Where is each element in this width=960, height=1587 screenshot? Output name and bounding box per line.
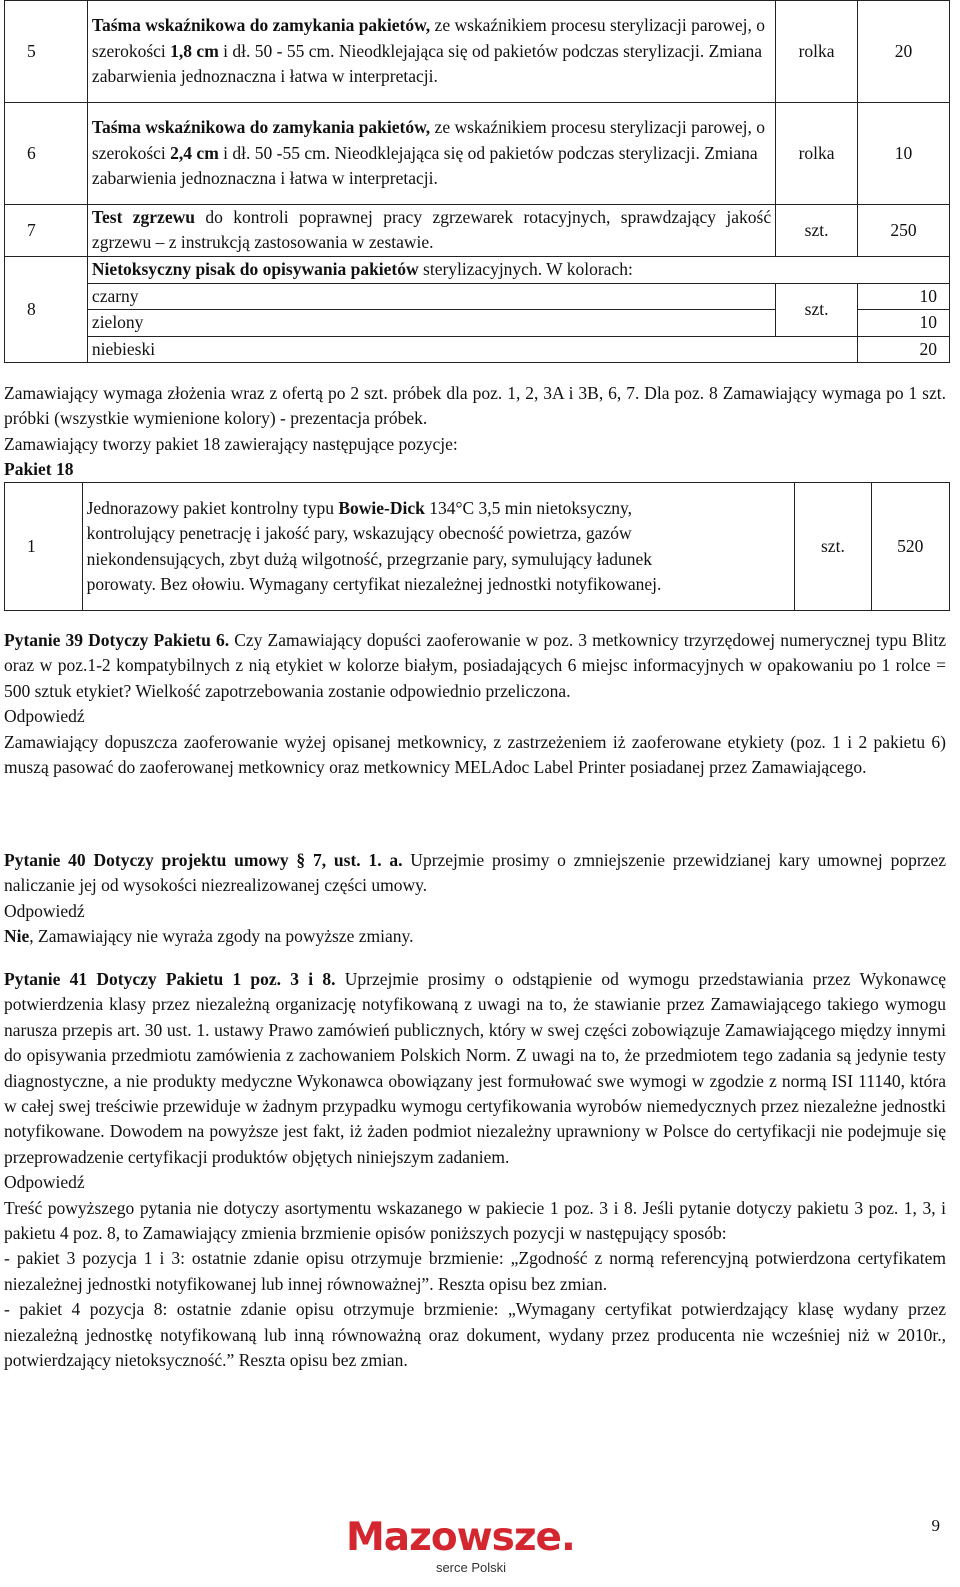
question-heading: Pytanie 39 Dotyczy Pakietu 6. — [4, 630, 230, 650]
notes-pakiet-intro: Zamawiający tworzy pakiet 18 zawierający następujące pozycje: — [4, 433, 458, 454]
table-row — [5, 103, 950, 205]
color-name: czarny — [87, 283, 775, 309]
question-heading: Pytanie 41 Dotyczy Pakietu 1 poz. 3 i 8. — [4, 969, 336, 989]
item-description: Jednorazowy pakiet kontrolny typu Bowie-Dick 134°C 3,5 min nietoksyczny, kontrolujący penetrację i jakość pary, wskazujący obecność powietrza, gazów niekondensujących, zbyt dużą wilgotność, przegrzanie pary, symulujący ładunek porowaty. Bez ołowiu. Wymagany certyfikat niezależnej jednostki notyfikowanej. — [82, 483, 795, 611]
answer-text: - pakiet 3 pozycja 1 i 3: ostatnie zdanie opisu otrzymuje brzmienie: „Zgodność z normą referencyjną potwierdzona certyfikatem niezależnej jednostki notyfikowanej lub innej równoważnej”. Reszta opisu bez zmian. — [4, 1248, 946, 1294]
answer-label: Odpowiedź — [4, 900, 85, 921]
item-description: Taśma wskaźnikowa do zamykania pakietów, ze wskaźnikiem procesu sterylizacji parowej, o szerokości 2,4 cm i dł. 50 -55 cm. Nieodklejająca się od pakietów podczas sterylizacji. Zmiana zabarwienia jednoznaczna i łatwa w interpretacji. — [87, 103, 775, 205]
answer-label: Odpowiedź — [4, 1172, 85, 1193]
item-unit: szt. — [795, 483, 871, 611]
answer-text: Zamawiający dopuszcza zaoferowanie wyżej opisanej metkownicy, z zastrzeżeniem iż zaoferowane etykiety (poz. 1 i 2 pakietu 6) muszą pasować do zaoferowanej metkownicy oraz metkownicy MELAdoc Label Printer posiadanej przez Zamawiającego. — [4, 731, 946, 778]
question-41 — [4, 967, 946, 1374]
row-number: 6 — [5, 103, 88, 205]
table-row — [5, 205, 950, 257]
items-table — [4, 0, 950, 363]
question-39 — [4, 628, 946, 780]
pakiet-18-table — [4, 482, 950, 611]
answer-text: Treść powyższego pytania nie dotyczy asortymentu wskazanego w pakiecie 1 poz. 3 i 8. Jeśli pytanie dotyczy pakietu 3 poz. 1, 3, i pakietu 4 poz. 8, to Zamawiający zmienia brzmienie opisów poniższych pozycji w następujący sposób: — [4, 1197, 946, 1244]
item-quantity: 10 — [858, 103, 950, 205]
item-unit: rolka — [776, 1, 858, 103]
item-unit: rolka — [776, 103, 858, 205]
question-text: Czy Zamawiający dopuści zaoferowanie w poz. 3 metkownicy trzyrzędowej numerycznej typu Blitz oraz w poz.1-2 kompatybilnych z nią etykiet w kolorze białym, posiadających 6 miejsc informacyjnych w opakowaniu po 1 rolce = 500 sztuk etykiet? Wielkość zapotrzebowania zostanie odpowiednio przeliczona. — [4, 630, 946, 701]
item-quantity: 20 — [858, 1, 950, 103]
row-number: 1 — [5, 483, 83, 611]
item-description: Test zgrzewu do kontroli poprawnej pracy zgrzewarek rotacyjnych, sprawdzający jakość zgrzewu – z instrukcją zastosowania w zestawie. — [87, 205, 775, 257]
question-heading: Pytanie 40 Dotyczy projektu umowy § 7, ust. 1. a. — [4, 850, 403, 870]
notes-block — [4, 381, 946, 483]
table-row — [5, 256, 950, 283]
item-quantity: 10 — [858, 310, 950, 336]
item-quantity: 20 — [858, 336, 950, 362]
pakiet-title: Pakiet 18 — [4, 459, 74, 480]
question-text: Uprzejmie prosimy o zmniejszenie przewidzianej kary umownej poprzez naliczanie jej od wysokości niezrealizowanej części umowy. — [4, 850, 946, 896]
notes-samples: Zamawiający wymaga złożenia wraz z ofertą po 2 szt. próbek dla poz. 1, 2, 3A i 3B, 6, 7. Dla poz. 8 Zamawiający wymaga po 1 szt. próbki (wszystkie wymienione kolory) - prezentacja próbek. — [4, 383, 946, 429]
question-text: Uprzejmie prosimy o odstąpienie od wymogu przedstawiania przez Wykonawcę potwierdzenia klasy przez niezależną organizację notyfikowaną z uwagi na to, że stawianie przez Zamawiającego takiego wymogu narusza przepis art. 30 ust. 1. ustawy Prawo zamówień publicznych, który w swej części zobowiązuje Zamawiającego między innymi do opisywania przedmiotu zamówienia z zachowaniem Polskich Norm. Z uwagi na to, że przedmiotem tego zadania są jedynie testy diagnostyczne, a nie produkty medyczne Wykonawca obowiązany jest formułować swe wymogi w zgodzie z normą ISI 11140, która w całej swej treściwie przewiduje w żadnym przypadku wymogu certyfikowania wyrobów niemedycznych przez niezależne jednostki notyfikowane. Dowodem na powyższe jest fakt, iż żaden podmiot niezależny uprawniony w Polsce do certyfikacji nie podejmuje się przeprowadzenie certyfikacji produktów objętych niniejszym zadaniem. — [4, 969, 946, 1167]
color-name: zielony — [87, 310, 775, 336]
logo-tagline: serce Polski — [435, 1560, 507, 1575]
item-unit: szt. — [776, 283, 858, 336]
answer-label: Odpowiedź — [4, 706, 85, 727]
table-row — [5, 1, 950, 103]
answer-text: , Zamawiający nie wyraża zgody na powyższe zmiany. — [29, 926, 414, 947]
item-quantity: 10 — [858, 283, 950, 309]
item-quantity: 250 — [858, 205, 950, 257]
color-name: niebieski — [87, 336, 857, 362]
logo-wordmark: Mazowsze. — [346, 1515, 575, 1560]
row-number: 8 — [5, 256, 88, 362]
item-description: Taśma wskaźnikowa do zamykania pakietów, ze wskaźnikiem procesu sterylizacji parowej, o szerokości 1,8 cm i dł. 50 - 55 cm. Nieodklejająca się od pakietów podczas sterylizacji. Zmiana zabarwienia jednoznaczna i łatwa w interpretacji. — [87, 1, 775, 103]
item-unit: szt. — [776, 205, 858, 257]
page-number: 9 — [931, 1516, 940, 1535]
item-description: Nietoksyczny pisak do opisywania pakietów sterylizacyjnych. W kolorach: — [87, 256, 949, 283]
row-number: 5 — [5, 1, 88, 103]
question-40 — [4, 848, 946, 950]
answer-text: - pakiet 4 pozycja 8: ostatnie zdanie opisu otrzymuje brzmienie: „Wymagany certyfikat potwierdzający klasę wydany przez niezależną jednostkę notyfikowaną lub inną równoważną oraz dokument, wydany przez producenta nie wcześniej niż w 2010r., potwierdzający nietoksyczność.” Reszta opisu bez zmian. — [4, 1299, 946, 1371]
table-row — [5, 336, 950, 362]
table-row — [5, 483, 950, 611]
table-row — [5, 283, 950, 309]
item-quantity: 520 — [871, 483, 949, 611]
row-number: 7 — [5, 205, 88, 257]
mazowsze-logo — [346, 1515, 581, 1582]
answer-bold: Nie — [4, 926, 30, 947]
